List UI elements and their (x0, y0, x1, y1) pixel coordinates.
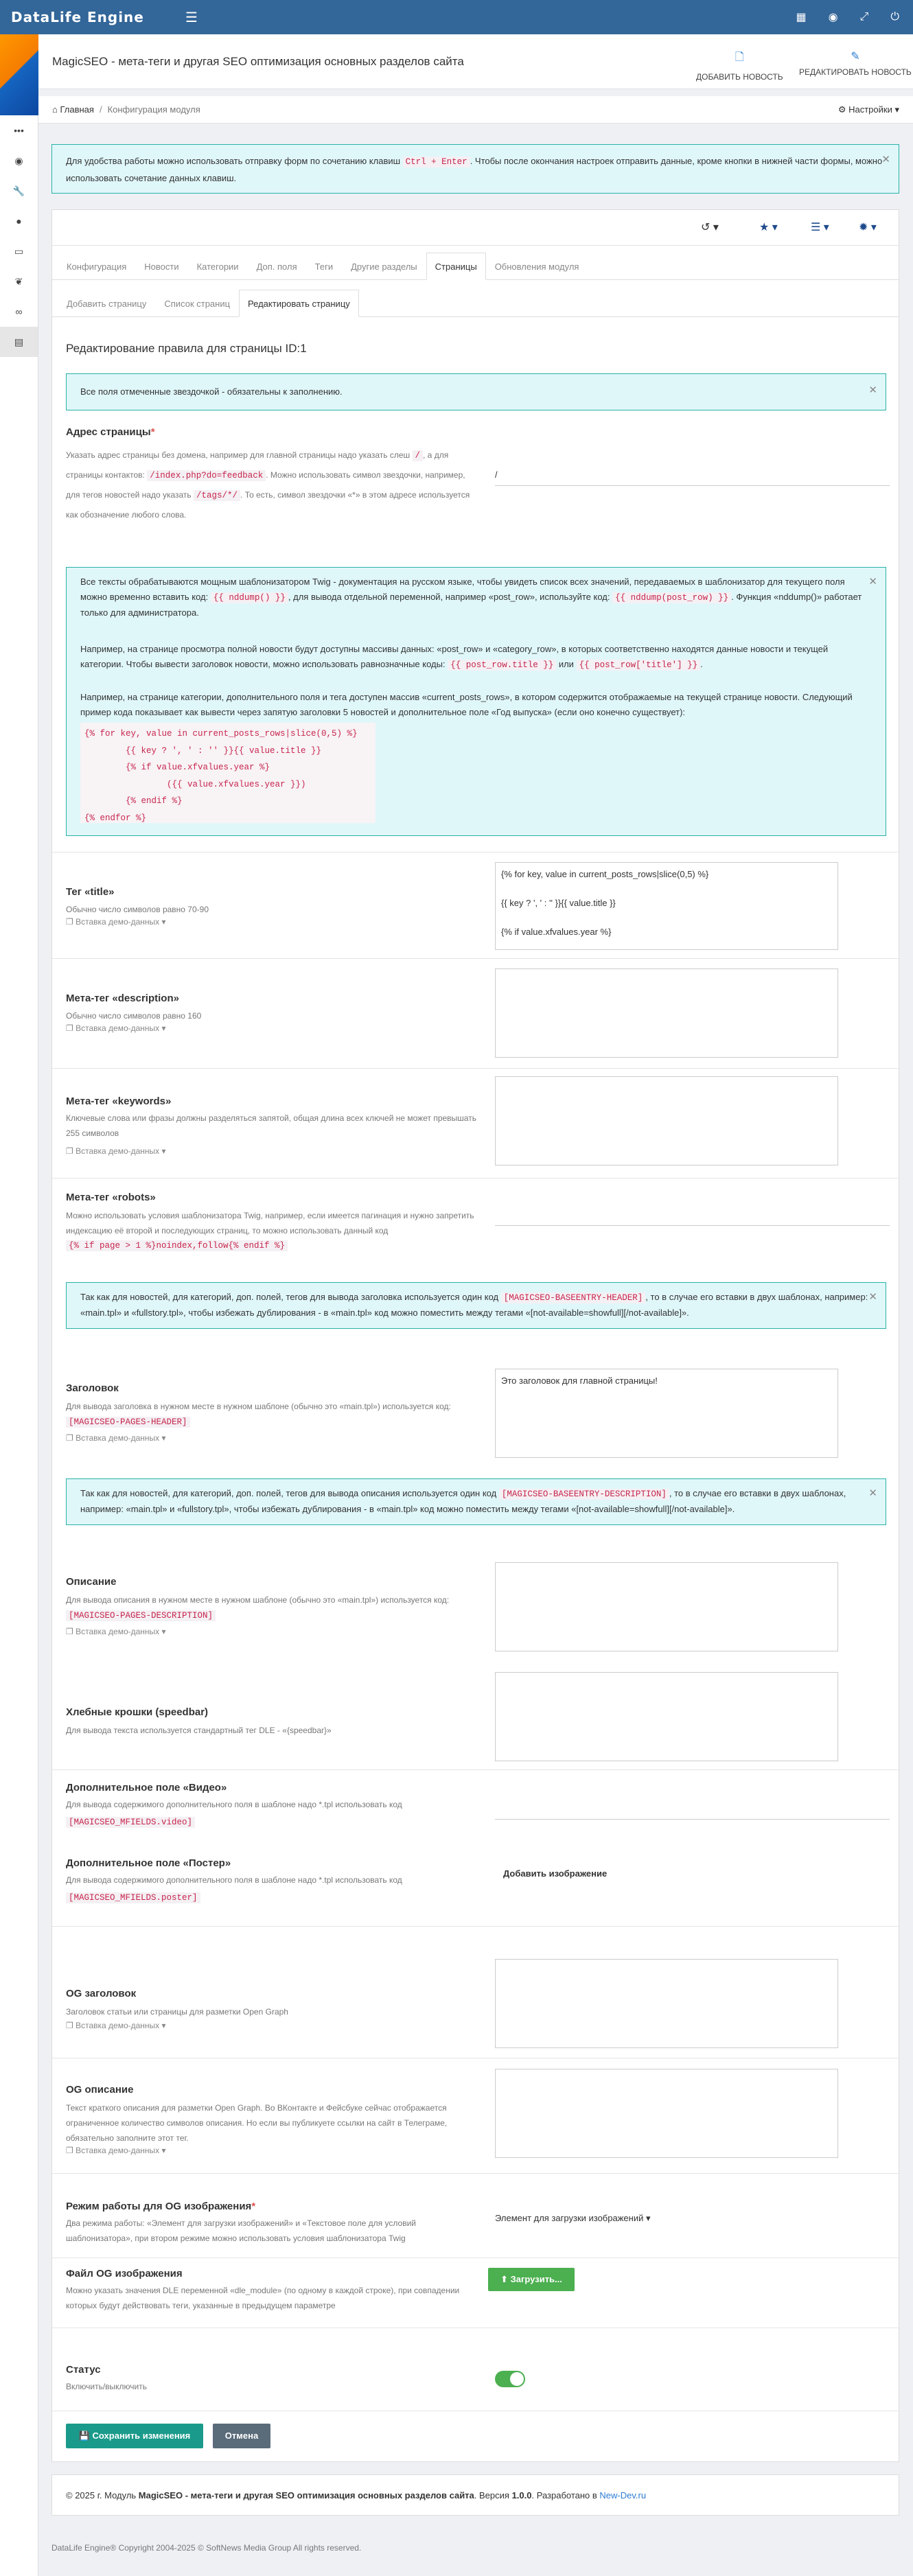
close-icon[interactable]: ✕ (868, 1487, 877, 1499)
settings-dropdown[interactable]: ⚙ Настройки ▾ (837, 104, 899, 115)
module-logo (0, 34, 38, 115)
brand-logo[interactable]: DataLife Engine (11, 9, 144, 25)
meta-keywords-textarea[interactable] (495, 1076, 838, 1165)
tab-1[interactable]: Новости (144, 262, 179, 272)
sidebar-table-icon[interactable]: ▤ (0, 327, 38, 357)
description-row: Описание Для вывода описания в нужном месте в нужном шаблоне (обычно это «main.tpl») используется код: [MAGICSEO-PAGES-DESCRIPTION] ❐ Вставка демо-данных ▾ (66, 1562, 886, 1655)
history-icon[interactable]: ↺ ▾ (701, 222, 719, 233)
demo-data-dropdown[interactable]: ❐ Вставка демо-данных ▾ (66, 2146, 166, 2155)
meta-keywords-row: Мета-тег «keywords» Ключевые слова или фразы должны разделяться запятой, общая длина всех ключей не может превышать 255 символов ❐ Вставка демо-данных ▾ (66, 1076, 886, 1172)
file-icon: 🗋 (735, 51, 744, 63)
sidebar-more-icon[interactable]: ••• (14, 125, 24, 136)
tab-6[interactable]: Страницы (426, 253, 486, 280)
demo-data-dropdown[interactable]: ❐ Вставка демо-данных ▾ (66, 2021, 166, 2030)
demo-data-dropdown[interactable]: ❐ Вставка демо-данных ▾ (66, 917, 166, 927)
og-mode-select[interactable]: Элемент для загрузки изображений ▾ (495, 2213, 651, 2223)
description-info-alert: Так как для новостей, для категорий, доп. полей, тегов для вывода описания используется один код [MAGICSEO-BASEENTRY-DESCRIPTION] , то в случае его вставки в двух шаблонах, например: «main.tpl» и «fullstory.tpl», чтобы избежать дублирования - в «main.tpl» код можно поместить между тегами «[not-available=showfull][/not-available]». ✕ (66, 1478, 886, 1525)
main-tabs (52, 253, 899, 280)
save-button[interactable]: 💾 Сохранить изменения (66, 2424, 203, 2448)
close-icon[interactable]: ✕ (868, 384, 877, 396)
subtab-0[interactable]: Добавить страницу (67, 299, 147, 309)
og-mode-row: Режим работы для OG изображения* Два режима работы: «Элемент для загрузки изображений» и «Текстовое поле для условий шаблонизатора», при втором режиме можно использовать условия шаблонизатора Twig Элемент для загрузки изображений ▾ (66, 2201, 651, 2243)
cancel-button[interactable]: Отмена (213, 2424, 270, 2448)
heading-textarea[interactable]: Это заголовок для главной страницы! (495, 1369, 838, 1458)
title-tag-row: Тег «title» Обычно число символов равно 70-90 ❐ Вставка демо-данных ▾ {% for key, value in current_posts_rows|slice(0,5) %} {{ key ? ', ' : '' }}{{ value.title }} {% if value.xfvalues.year %} (66, 862, 886, 958)
robots-code: {% if page > 1 %}noindex,follow{% endif %} (66, 1240, 288, 1251)
xf-poster-row: Дополнительное поле «Постер» Для вывода содержимого дополнительного поля в шаблоне надо *.tpl использовать код [MAGICSEO_MFIELDS.poster] Добавить изображение (66, 1857, 886, 1919)
address-help: Указать адрес страницы без домена, например для главной страницы надо указать слеш / , а для страницы контактов: /index.php?do=feedback . Можно использовать символ звездочки, например, для тегов новостей надо указать /tags/*/ . То есть, символ звездочки «*» в этом адресе используется как обозначение любого слова. (66, 450, 470, 520)
globe-icon[interactable]: ◉ (828, 12, 838, 23)
logout-icon[interactable]: ⏻ (890, 11, 899, 23)
sidebar-desktop-icon[interactable]: ▭ (14, 245, 24, 257)
copyright: DataLife Engine® Copyright 2004-2025 © SoftNews Media Group All rights reserved. (51, 2543, 362, 2553)
meta-robots-row: Мета-тег «robots» Можно использовать условия шаблонизатора Twig, например, если имеется пагинация и нужно запретить индексацию её второй и последующих страниц, то можно использовать данный код {% if page > 1 %}noindex,follow{% endif %} (66, 1192, 886, 1267)
speedbar-textarea[interactable] (495, 1672, 838, 1761)
close-icon[interactable]: ✕ (868, 1291, 877, 1303)
developer-link[interactable]: New-Dev.ru (599, 2490, 647, 2500)
og-file-row: Файл OG изображения Можно указать значения DLE переменной «dle_module» (по одному в каждой строке), при совпадении которых будут действовать теги, указанные в предыдущем параметре ⬆ Загрузить... (66, 2268, 886, 2323)
fullscreen-icon[interactable]: ⤢ (859, 11, 869, 23)
tab-2[interactable]: Категории (196, 262, 239, 272)
breadcrumb: ⌂ Главная / Конфигурация модуля ⚙ Настройки ▾ (38, 96, 913, 124)
close-icon[interactable]: ✕ (881, 154, 890, 165)
star-icon[interactable]: ★ ▾ (759, 222, 778, 233)
menu-toggle-icon[interactable]: ☰ (185, 10, 198, 25)
status-toggle[interactable] (495, 2371, 525, 2387)
upload-button[interactable]: ⬆ Загрузить... (488, 2268, 575, 2291)
page-title: MagicSEO - мета-теги и другая SEO оптимизация основных разделов сайта (52, 55, 464, 68)
sidebar-wrench-icon[interactable]: 🔧 (12, 185, 25, 196)
add-image-button[interactable]: Добавить изображение (503, 1868, 608, 1879)
sidebar-link-icon[interactable]: ∞ (15, 306, 23, 317)
xf-video-row: Дополнительное поле «Видео» Для вывода содержимого дополнительного поля в шаблоне надо *.tpl использовать код [MAGICSEO_MFIELDS.video] (66, 1782, 886, 1837)
sub-tabs (52, 290, 899, 317)
address-label: Адрес страницы* (66, 426, 155, 438)
add-news-button[interactable]: 🗋 ДОБАВИТЬ НОВОСТЬ (696, 49, 783, 82)
gear-icon[interactable]: ✹ ▾ (859, 222, 877, 233)
ctrl-enter-alert: Для удобства работы можно использовать отправку форм по сочетанию клавиш Ctrl + Enter . Чтобы после окончания настроек отправить данные, кроме кнопки в нижней части формы, можно использовать сочетание данных клавиш. ✕ (51, 144, 899, 194)
quick-menu-icon[interactable]: ▦ (796, 12, 807, 23)
og-title-textarea[interactable] (495, 1959, 838, 2048)
tab-0[interactable]: Конфигурация (67, 262, 127, 272)
twig-code-example: {% for key, value in current_posts_rows|slice(0,5) %} {{ key ? ', ' : '' }}{{ value.title }} {% if value.xfvalues.year %} ({{ value.xfvalues.year }}) {% endif %} {% endfor %} (80, 723, 375, 823)
required-fields-alert: Все поля отмеченные звездочкой - обязательны к заполнению. ✕ (66, 373, 886, 410)
tab-4[interactable]: Теги (314, 262, 334, 272)
sidebar-leaf-icon[interactable]: ❦ (14, 275, 23, 287)
tab-3[interactable]: Доп. поля (256, 262, 297, 272)
sidebar-user-icon[interactable]: ● (16, 216, 22, 227)
tab-5[interactable]: Другие разделы (351, 262, 417, 272)
top-navbar (0, 0, 913, 34)
demo-data-dropdown[interactable]: ❐ Вставка демо-данных ▾ (66, 1627, 166, 1636)
tab-7[interactable]: Обновления модуля (494, 262, 579, 272)
title-tag-textarea[interactable]: {% for key, value in current_posts_rows|slice(0,5) %} {{ key ? ', ' : '' }}{{ value.title }} {% if value.xfvalues.year %} (495, 862, 838, 950)
section-title: Редактирование правила для страницы ID:1 (66, 342, 307, 355)
heading-row: Заголовок Для вывода заголовка в нужном месте в нужном шаблоне (обычно это «main.tpl») используется код: [MAGICSEO-PAGES-HEADER] ❐ Вставка демо-данных ▾ Это заголовок для главной страницы! (66, 1369, 886, 1461)
og-title-row: OG заголовок Заголовок статьи или страницы для разметки Open Graph ❐ Вставка демо-данных ▾ (66, 1959, 886, 2052)
xf-video-input[interactable] (495, 1799, 890, 1820)
left-sidebar (0, 34, 38, 2576)
address-input[interactable]: / (495, 465, 890, 486)
breadcrumb-current: Конфигурация модуля (107, 104, 200, 115)
twig-info-alert: ✕ Все тексты обрабатываются мощным шаблонизатором Twig - документация на русском языке, чтобы увидеть список всех значений, передаваемых в шаблонизатор для текущего поля можно временно вставить код: {{ nddump() }} , для вывода отдельной переменной, например «post_row», используйте код: {{ nddump(post_row) }} . Функция «nddump()» работает только для администратора. Например, на странице просмотра полной новости будут доступны массивы данных: «post_row» и «category_row», в которых соответственно находятся данные новости и текущей категории. Чтобы вывести заголовок новости, можно использовать равнозначные коды: {{ post_row.title }} или {{ post_row['title'] }} . Например, на странице категории, дополнительного поля и тега доступен массив «current_posts_rows», в котором содержится отображаемые на текущей странице новости. Следующий пример кода показывает как вывести через запятую заголовки 5 новостей и дополнительное поле «Год выпуска» (если оно конечно существует): {% for key, value in current_posts_rows|slice(0,5) %} {{ key ? ', ' : '' }}{{ value.title }} {% if value.xfvalues.year %} ({{ value.xfvalues.year }}) {% endif %} {% endfor %} (66, 567, 886, 836)
subtab-2[interactable]: Редактировать страницу (239, 290, 359, 317)
sidebar-globe-icon[interactable]: ◉ (14, 154, 23, 166)
og-description-row: OG описание Текст краткого описания для разметки Open Graph. Во ВКонтакте и Фейсбуке сейчас отображается ограниченное количество символов описания. Но если вы публикуете ссылки на сайт в Телеграме, обязательно заполните этот тег. ❐ Вставка демо-данных ▾ (66, 2069, 886, 2161)
meta-description-row: Мета-тег «description» Обычно число символов равно 160 ❐ Вставка демо-данных ▾ (66, 968, 886, 1065)
panel-toolbar (52, 210, 899, 246)
speedbar-row: Хлебные крошки (speedbar) Для вывода текста используется стандартный тег DLE - «{speedbar}» (66, 1672, 886, 1765)
breadcrumb-home[interactable]: ⌂ Главная (52, 104, 94, 115)
demo-data-dropdown[interactable]: ❐ Вставка демо-данных ▾ (66, 1023, 166, 1033)
meta-description-textarea[interactable] (495, 968, 838, 1058)
description-textarea[interactable] (495, 1562, 838, 1651)
demo-data-dropdown[interactable]: ❐ Вставка демо-данных ▾ (66, 1146, 166, 1156)
demo-data-dropdown[interactable]: ❐ Вставка демо-данных ▾ (66, 1433, 166, 1443)
address-row (66, 426, 886, 522)
list-icon[interactable]: ☰ ▾ (811, 222, 829, 233)
main-panel (51, 209, 899, 2462)
edit-icon: ✎ (851, 51, 860, 62)
og-description-textarea[interactable] (495, 2069, 838, 2158)
edit-news-button[interactable]: ✎ РЕДАКТИРОВАТЬ НОВОСТЬ (799, 51, 912, 77)
page-header (38, 34, 913, 89)
subtab-1[interactable]: Список страниц (164, 299, 231, 309)
module-footer: © 2025 г. Модуль MagicSEO - мета-теги и другая SEO оптимизация основных разделов сайта. Версия 1.0.0. Разработано в New-Dev.ru (51, 2474, 899, 2516)
status-row: Статус Включить/выключить (66, 2364, 886, 2398)
meta-robots-input[interactable] (495, 1205, 890, 1226)
header-info-alert: Так как для новостей, для категорий, доп. полей, тегов для вывода заголовка используется один код [MAGICSEO-BASEENTRY-HEADER] , то в случае его вставки в двух шаблонах, например: «main.tpl» и «fullstory.tpl», чтобы избежать дублирования - в «main.tpl» код можно поместить между тегами «[not-available=showfull][/not-available]». ✕ (66, 1282, 886, 1329)
close-icon[interactable]: ✕ (868, 576, 877, 588)
